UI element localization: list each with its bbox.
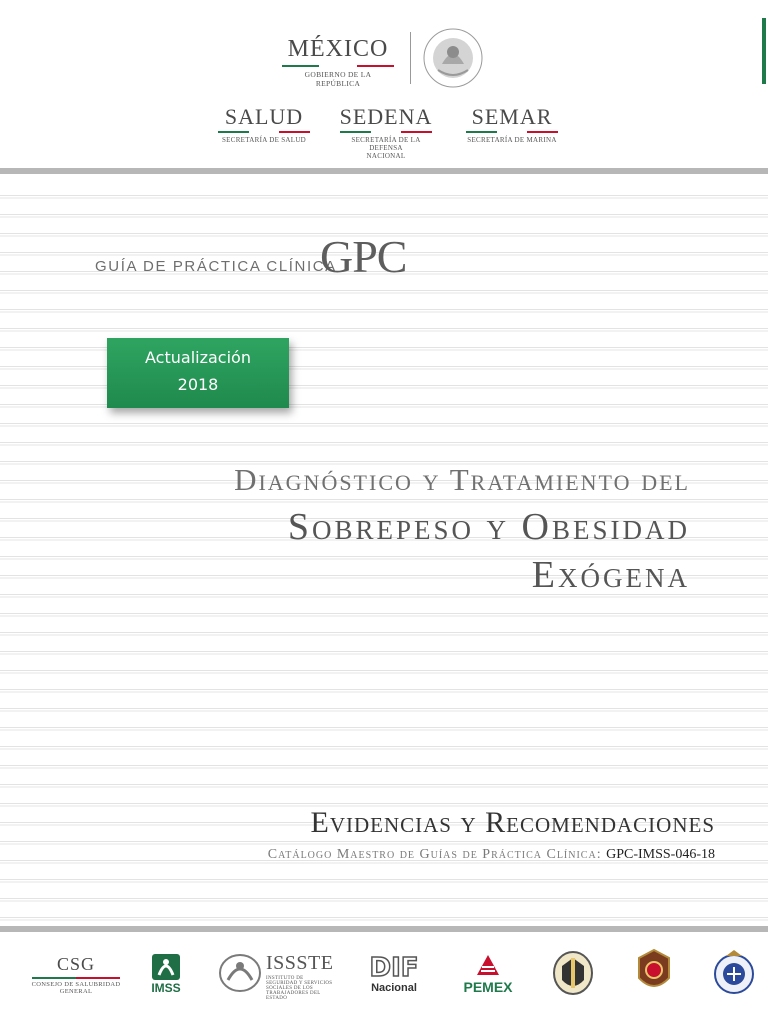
title-line-1: Diagnóstico y Tratamiento del — [234, 462, 690, 497]
flag-line — [282, 65, 394, 67]
imss-wordmark: IMSS — [151, 981, 181, 995]
dif-wordmark: DIF — [369, 953, 419, 983]
semar-sub: SECRETARÍA DE MARINA — [467, 136, 557, 144]
issste-logo — [218, 948, 334, 1000]
semar-wordmark: SEMAR — [471, 104, 553, 129]
flag-line — [340, 131, 432, 133]
salud-sub: SECRETARÍA DE SALUD — [221, 136, 307, 144]
flag-line — [466, 131, 558, 133]
catalog-label: Catálogo Maestro de Guías de Práctica Clínica: — [267, 847, 602, 862]
top-rule — [0, 168, 768, 174]
pemex-logo — [452, 948, 524, 1000]
mexico-wordmark: MÉXICO — [287, 36, 389, 62]
bottom-rule — [0, 926, 768, 932]
badge-line1: Actualización — [145, 348, 251, 367]
government-label: GOBIERNO DE LA REPÚBLICA — [304, 70, 372, 88]
agency-semar — [462, 104, 562, 144]
csg-sub: CONSEJO DE SALUBRIDAD GENERAL — [31, 980, 121, 995]
flag-line — [32, 977, 120, 979]
header-divider — [410, 32, 411, 84]
gpc-acronym: GPC — [320, 231, 407, 282]
military-crest-icon — [636, 948, 672, 996]
catalog-reference — [268, 847, 715, 863]
flag-line — [218, 131, 310, 133]
naval-seal-icon — [712, 948, 756, 996]
university-seal-icon — [552, 950, 594, 996]
agency-salud — [214, 104, 314, 144]
issste-emblem-icon — [218, 952, 262, 994]
pemex-wordmark: PEMEX — [463, 979, 513, 995]
agency-sedena — [336, 104, 436, 160]
csg-logo — [30, 948, 122, 1000]
national-seal-icon — [420, 26, 486, 90]
title-line-3: Exógena — [531, 554, 690, 596]
badge-year: 2018 — [177, 375, 219, 394]
guide-label: GUÍA DE PRÁCTICA CLÍNICA — [95, 258, 337, 275]
header-accent-bar — [762, 18, 766, 84]
title-line-2: Sobrepeso y Obesidad — [287, 506, 690, 548]
dif-logo — [366, 948, 422, 1000]
mexico-logo — [282, 36, 394, 88]
pemex-eagle-icon — [473, 953, 503, 979]
imss-emblem-icon — [151, 953, 181, 981]
salud-wordmark: SALUD — [224, 104, 304, 129]
issste-sub: INSTITUTO DE SEGURIDAD Y SERVICIOS SOCIALES DE LOS TRABAJADORES DEL ESTADO — [266, 976, 333, 1001]
csg-wordmark: CSG — [56, 953, 95, 974]
catalog-code: GPC-IMSS-046-18 — [606, 847, 715, 862]
issste-wordmark: ISSSTE — [266, 952, 334, 974]
sedena-sub: SECRETARÍA DE LA DEFENSA NACIONAL — [351, 136, 421, 160]
sedena-wordmark: SEDENA — [339, 104, 433, 129]
section-heading: Evidencias y Recomendaciones — [310, 806, 715, 839]
imss-logo — [146, 948, 186, 1000]
dif-sub: Nacional — [371, 982, 417, 994]
update-badge — [107, 338, 289, 408]
